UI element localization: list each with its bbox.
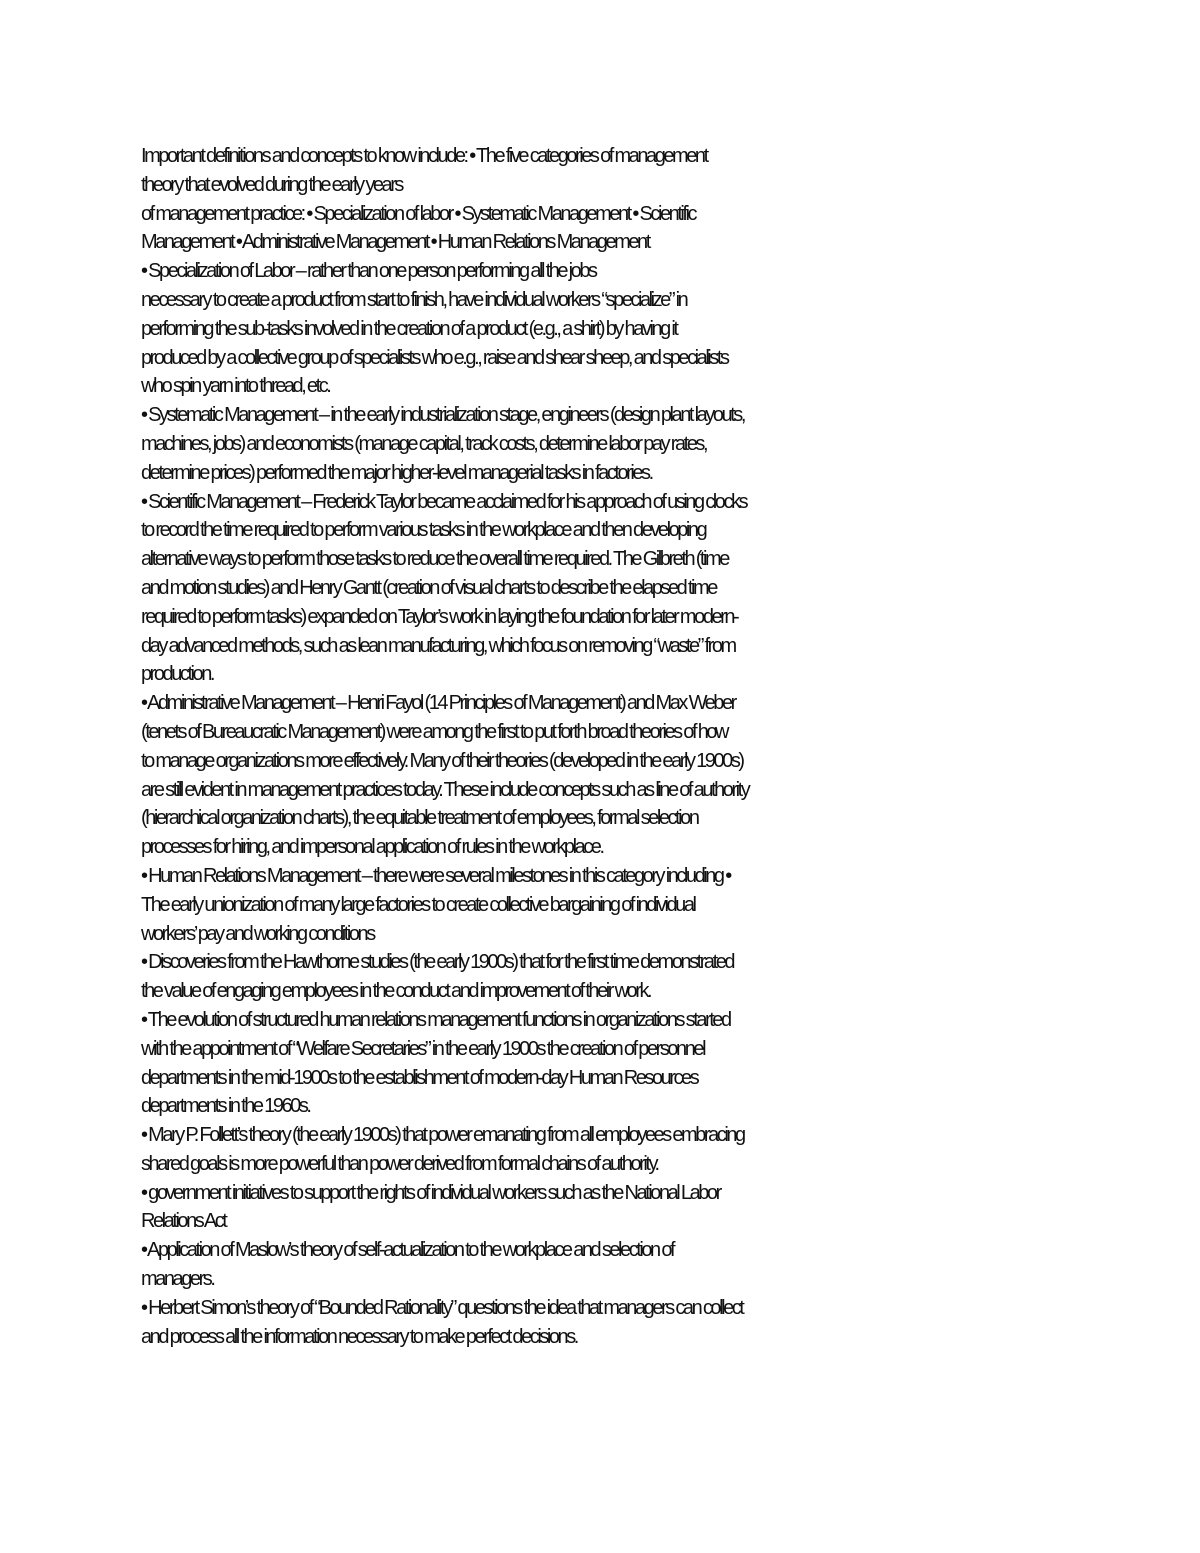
document-body-text bbox=[141, 142, 1101, 1351]
text-line: • Mary P. Follett’s theory (the early 1900s) that power emanating from all employees embracing bbox=[141, 1124, 744, 1147]
text-line: production. bbox=[141, 663, 214, 686]
text-line: departments in the mid-1900s to the establishment of modern-day Human Resources bbox=[141, 1066, 698, 1089]
text-line: workers’ pay and working conditions bbox=[141, 922, 374, 945]
text-line: to record the time required to perform various tasks in the workplace and then developing bbox=[141, 519, 706, 542]
text-line: • Application of Maslow’s theory of self-actualization to the workplace and selection of bbox=[141, 1239, 674, 1262]
text-line: shared goals is more powerful than power derived from formal chains of authority. bbox=[141, 1152, 658, 1175]
text-line: • government initiatives to support the rights of individual workers such as the National Labor bbox=[141, 1181, 720, 1204]
text-line: The early unionization of many large factories to create collective bargaining of individual bbox=[141, 893, 695, 916]
text-line: theory that evolved during the early years bbox=[141, 173, 402, 196]
text-line: Management • Administrative Management • Human Relations Management bbox=[141, 231, 649, 254]
text-line: • The evolution of structured human relations management functions in organizations started bbox=[141, 1008, 730, 1031]
text-line: produced by a collective group of specialists who e.g., raise and shear sheep, and specialists bbox=[141, 346, 728, 369]
text-line: who spin yarn into thread, etc. bbox=[141, 375, 330, 398]
text-line: Relations Act bbox=[141, 1210, 226, 1233]
text-line: to manage organizations more effectively. Many of their theories (developed in the early 1900s) bbox=[141, 749, 743, 772]
text-line: • Systematic Management – in the early industrialization stage, engineers (design plant layouts, bbox=[141, 404, 744, 427]
text-line: with the appointment of “Welfare Secretaries” in the early 1900s the creation of personnel bbox=[141, 1037, 705, 1060]
text-line: performing the sub-tasks involved in the creation of a product (e.g., a shirt) by having it bbox=[141, 317, 677, 340]
text-line: are still evident in management practices today. These include concepts such as line of authority bbox=[141, 778, 749, 801]
text-line: (hierarchical organization charts), the equitable treatment of employees, formal selection bbox=[141, 807, 698, 830]
text-line: • Discoveries from the Hawthorne studies (the early 1900s) that for the first time demonstrated bbox=[141, 951, 734, 974]
text-line: required to perform tasks) expanded on Taylor’s work in laying the foundation for later modern- bbox=[141, 605, 738, 628]
text-line: and process all the information necessary to make perfect decisions. bbox=[141, 1325, 577, 1348]
text-line: • Scientific Management – Frederick Taylor became acclaimed for his approach of using clocks bbox=[141, 490, 747, 513]
text-line: of management practice: • Specialization of labor • Systematic Management • Scientific bbox=[141, 202, 696, 225]
text-line: processes for hiring, and impersonal application of rules in the workplace. bbox=[141, 836, 603, 859]
text-line: • Specialization of Labor – rather than one person performing all the jobs bbox=[141, 260, 596, 283]
text-line: the value of engaging employees in the conduct and improvement of their work. bbox=[141, 980, 651, 1003]
text-line: Important definitions and concepts to know include: • The five categories of management bbox=[141, 145, 707, 167]
text-line: • Administrative Management – Henri Fayol (14 Principles of Management) and Max Weber bbox=[141, 692, 735, 715]
text-line: managers. bbox=[141, 1268, 214, 1291]
text-line: day advanced methods, such as lean manufacturing, which focus on removing “waste” from bbox=[141, 634, 735, 657]
text-line: departments in the 1960s. bbox=[141, 1095, 310, 1118]
text-line: (tenets of Bureaucratic Management) were among the first to put forth broad theories of how bbox=[141, 720, 728, 743]
text-line: • Human Relations Management – there were several milestones in this category including • bbox=[141, 864, 730, 887]
text-line: and motion studies) and Henry Gantt (creation of visual charts to describe the elapsed time bbox=[141, 576, 716, 599]
text-line: • Herbert Simon’s theory of “Bounded Rationality” questions the idea that managers can collect bbox=[141, 1296, 743, 1319]
text-line: necessary to create a product from start to finish, have individual workers “specialize” in bbox=[141, 288, 687, 311]
text-line: alternative ways to perform those tasks to reduce the overall time required. The Gilbreth (time bbox=[141, 548, 728, 571]
text-line: determine prices) performed the major higher-level managerial tasks in factories. bbox=[141, 461, 652, 484]
text-line: machines, jobs) and economists (manage capital, track costs, determine labor pay rates, bbox=[141, 432, 707, 455]
